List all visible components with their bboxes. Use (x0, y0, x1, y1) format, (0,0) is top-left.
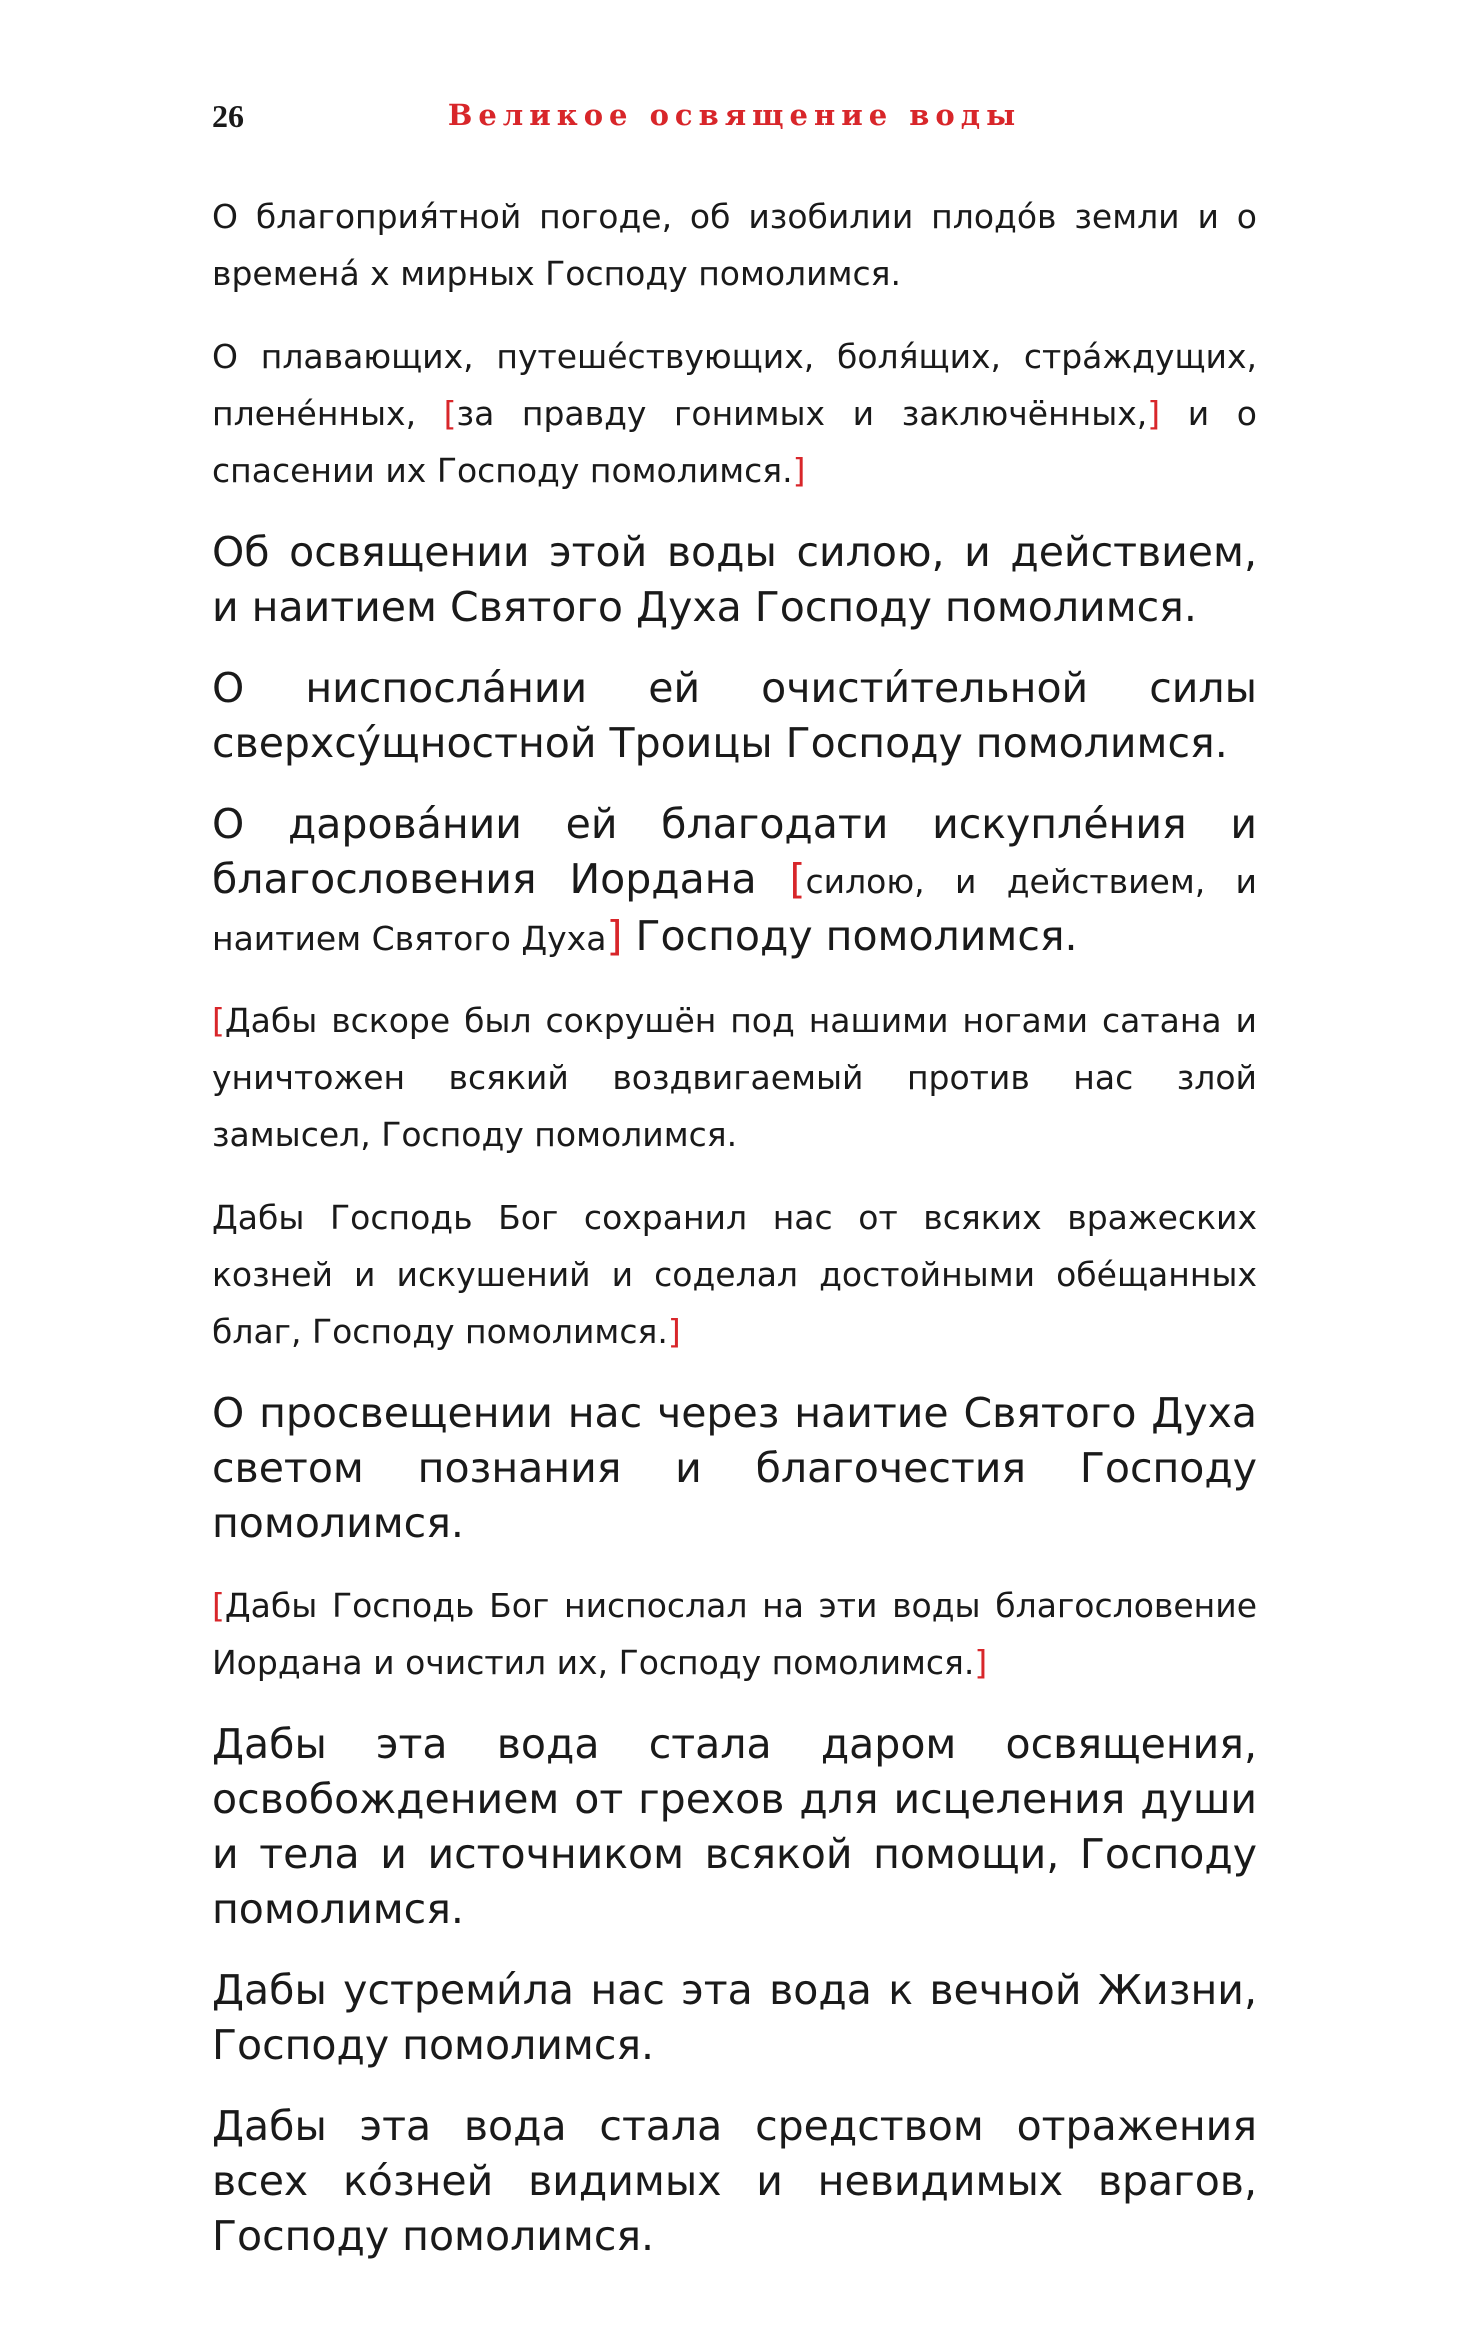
paragraph-p10 (212, 1717, 1257, 1937)
paragraph-text: Об освящении этой воды силою, и действием, и наитием Святого Духа Господу помолимся. (212, 528, 1257, 631)
paragraph-text: силою, и действием, и наитием Святого Духа (212, 862, 1257, 958)
paragraph-p12 (212, 2099, 1257, 2264)
red-bracket: ] (667, 1312, 681, 1351)
red-bracket: ] (974, 1643, 988, 1682)
paragraph-text: за правду гонимых и заключённых, (456, 394, 1148, 433)
paragraph-p2 (212, 328, 1257, 499)
paragraph-p8 (212, 1386, 1257, 1551)
paragraph-text: О ниспосла́нии ей очисти́тельной силы сверхсу́щностной Троицы Господу помолимся. (212, 664, 1257, 767)
red-bracket: ] (792, 451, 806, 490)
paragraph-text: Дабы вскоре был сокрушён под нашими ногами сатана и уничтожен всякий воздвигаемый против нас злой замысел, Господу помолимся. (212, 1001, 1257, 1154)
paragraph-p1 (212, 188, 1257, 302)
paragraph-text: О плавающих, путеше́ствующих, боля́щих, стра́ждущих, плене́нных, (212, 337, 1257, 433)
page-header (212, 98, 1257, 148)
paragraph-p7 (212, 1189, 1257, 1360)
paragraph-p4 (212, 661, 1257, 771)
paragraph-text: Дабы устреми́ла нас эта вода к вечной Жизни, Господу помолимся. (212, 1966, 1257, 2069)
paragraph-text: Дабы эта вода стала даром освящения, освобождением от грехов для исцеления души и тела и источником всякой помощи, Господу помолимся. (212, 1720, 1257, 1933)
paragraph-p11 (212, 1963, 1257, 2073)
paragraph-p9 (212, 1577, 1257, 1691)
page-number: 26 (212, 98, 244, 134)
paragraph-p5 (212, 797, 1257, 966)
paragraph-text: Господу помолимся. (622, 912, 1078, 960)
paragraph-text: Дабы Господь Бог сохранил нас от всяких вражеских козней и искушений и соделал достойными обе́щанных благ, Господу помолимся. (212, 1198, 1257, 1351)
paragraph-text: Дабы эта вода стала средством отражения всех ко́зней видимых и невидимых врагов, Господу помолимся. (212, 2102, 1257, 2260)
red-bracket: ] (1147, 394, 1161, 433)
paragraph-text: и о спасении их Господу помолимся. (212, 394, 1257, 490)
page-body (212, 188, 1257, 2290)
paragraph-p6 (212, 992, 1257, 1163)
red-bracket: [ (443, 394, 457, 433)
paragraph-p3 (212, 525, 1257, 635)
paragraph-text: О дарова́нии ей благодати искупле́ния и благословения Иордана (212, 800, 1257, 903)
paragraph-text: Дабы Господь Бог ниспослал на эти воды благословение Иордана и очистил их, Господу помолимся. (212, 1586, 1257, 1682)
paragraph-text: О благоприя́тной погоде, об изобилии плодо́в земли и о временá х мирных Господу помолимся. (212, 197, 1257, 293)
red-bracket: [ (212, 1586, 225, 1625)
red-bracket: ] (606, 912, 623, 960)
running-title: Великое освящение воды (447, 98, 1022, 132)
red-bracket: [ (212, 1001, 225, 1040)
paragraph-text: О просвещении нас через наитие Святого Духа светом познания и благочестия Господу помолимся. (212, 1389, 1257, 1547)
red-bracket: [ (789, 855, 806, 903)
